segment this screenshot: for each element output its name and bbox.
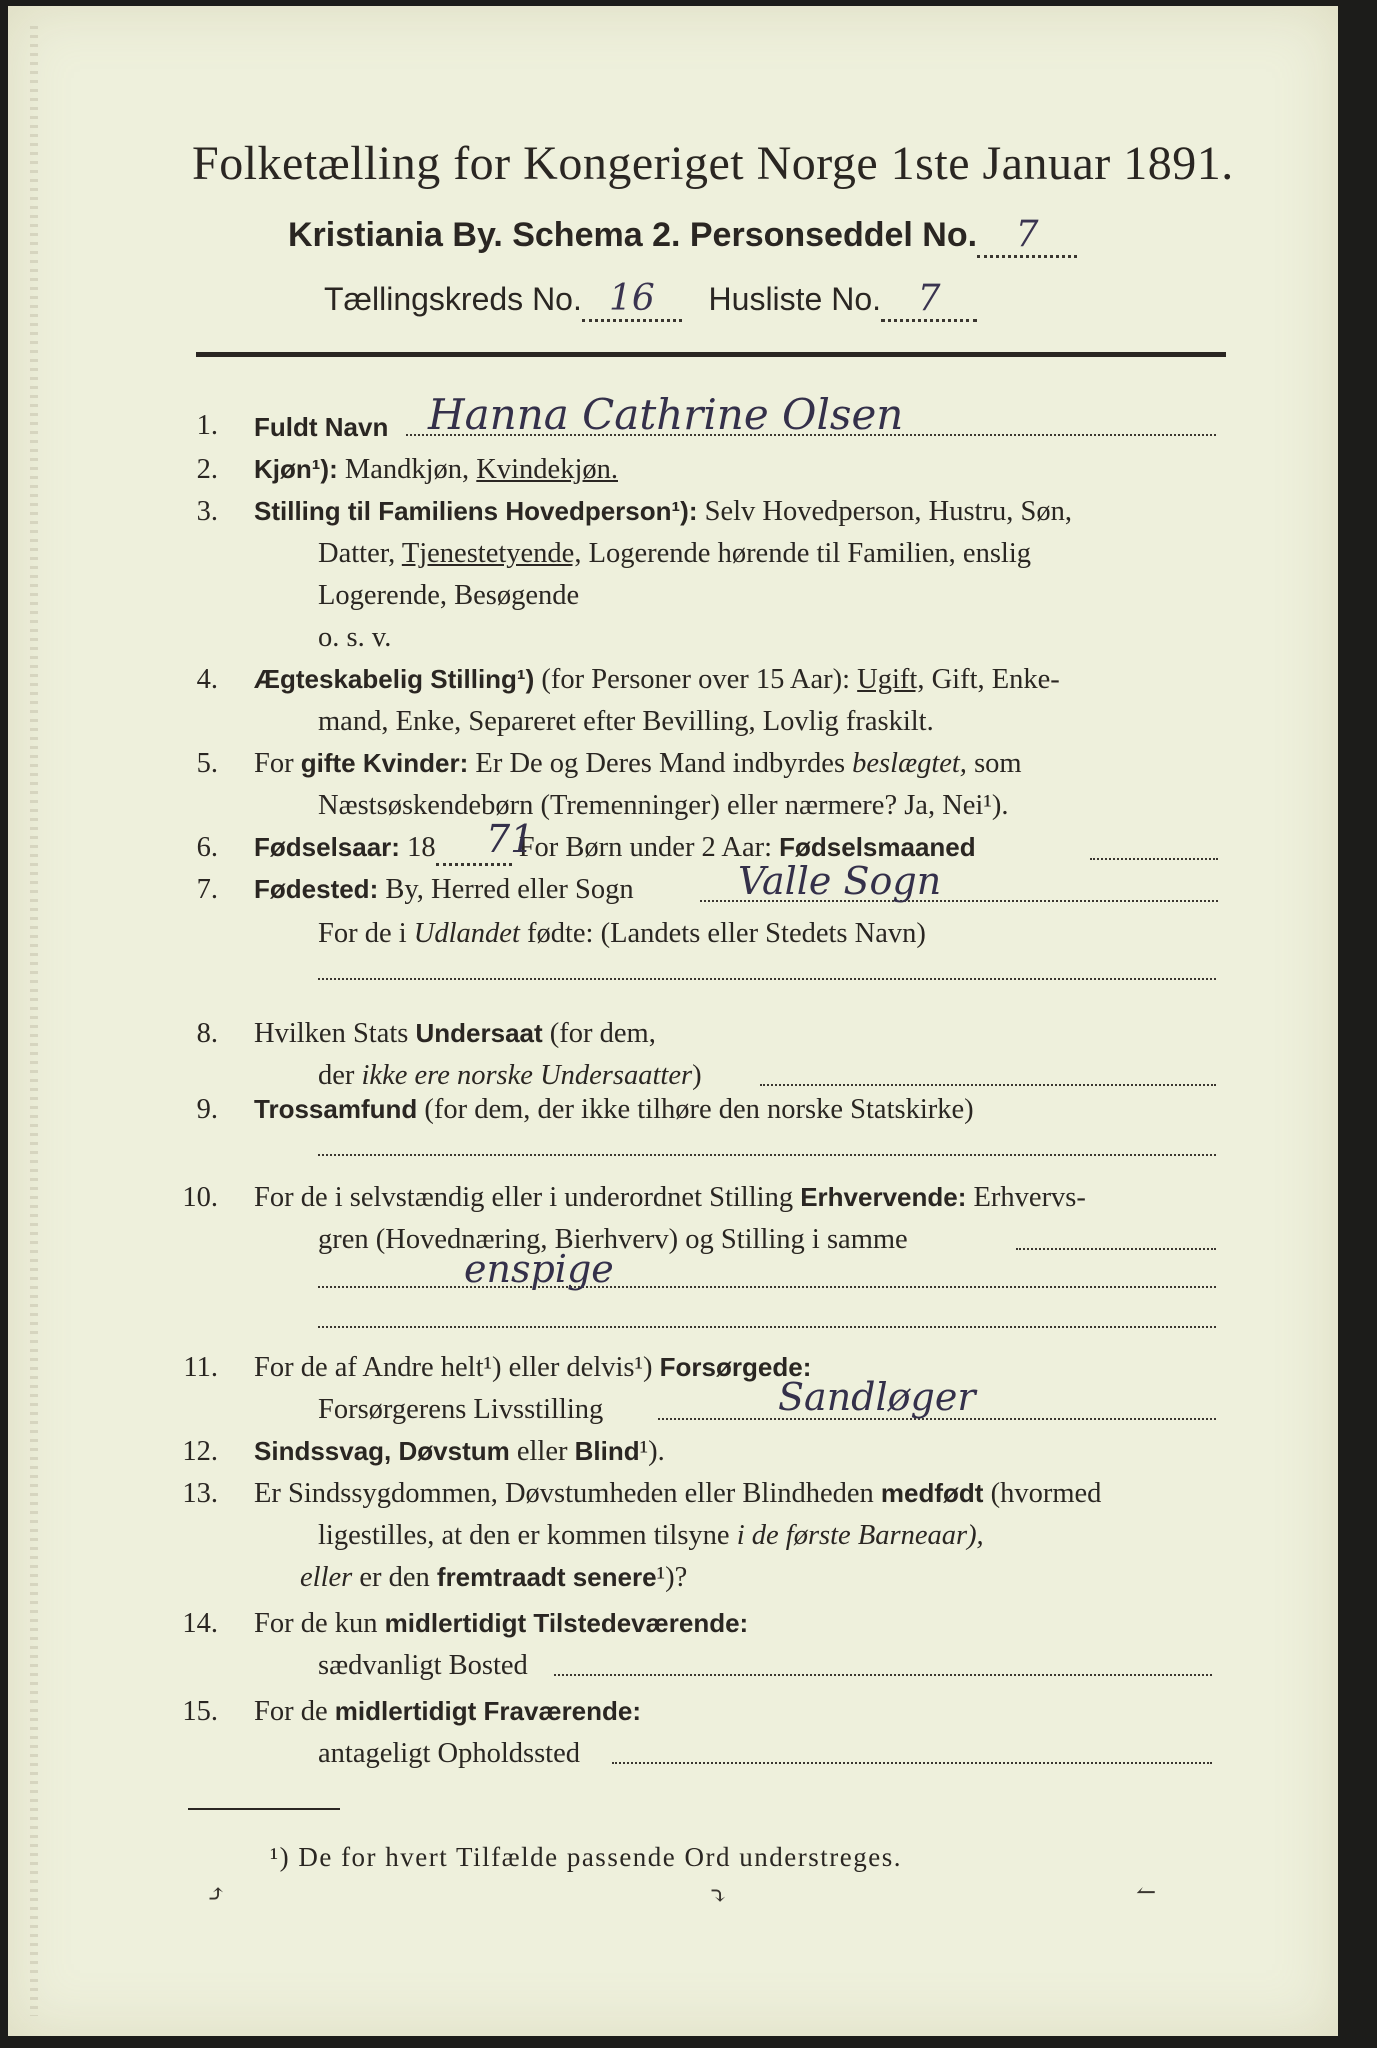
citizenship-line-1 [254,1020,656,1049]
disability-text-eller: eller [516,1436,568,1467]
occupation-line-1 [254,1184,1086,1213]
item-number: 4. [196,664,218,695]
temp-absent-line-1 [254,1698,641,1727]
item-number: 13. [182,1478,218,1509]
birthyear-prefix: 18 [407,832,436,863]
position-label: Stilling til Familiens Hovedperson¹): [254,496,698,526]
marital-label: Ægteskabelig Stilling¹) [254,664,535,694]
item-number: 3. [196,496,218,527]
kreds-line [324,278,977,322]
footnote-rule [188,1808,340,1810]
item-number: 6. [196,832,218,863]
congenital-line-2 [318,1522,984,1551]
religion-line [254,1096,974,1125]
sex-option-female[interactable]: Kvindekjøn. [476,454,618,485]
marital-option-ugift[interactable]: Ugift, [857,664,925,695]
kinship-label: gifte Kvinder: [300,748,469,778]
citizenship-field[interactable] [760,1084,1216,1086]
birthplace-line-2 [318,920,926,949]
item-number: 7. [196,874,218,905]
header-rule [196,352,1226,357]
birthyear-under2-text: For Børn under 2 Aar: [518,832,773,863]
position-line-4: o. s. v. [318,622,392,653]
birthmonth-field[interactable] [1090,858,1218,860]
marital-options-1[interactable]: Gift, Enke- [931,664,1060,695]
birthyear-value: 71 [486,817,535,861]
birthmonth-label: Fødselsmaaned [779,832,976,862]
position-line-2 [318,540,1031,569]
usual-residence-field[interactable] [554,1674,1212,1676]
form-title: Folketælling for Kongeriget Norge 1ste Januar 1891. [192,137,1234,190]
occupation-field-2[interactable] [318,1286,1216,1288]
item-number: 14. [182,1608,218,1639]
center-tick-mark: ⤵ [708,1884,729,1910]
congenital-line-1 [254,1480,1101,1509]
citizenship-line-2 [318,1062,702,1091]
citizenship-text-a: Hvilken Stats [254,1018,409,1049]
occupation-text-c: Erhvervs- [973,1182,1086,1213]
schema-prefix: Kristiania By. Schema 2. Personseddel No. [288,216,978,254]
congenital-label[interactable]: medfødt [880,1478,984,1508]
birthplace-text: By, Herred eller Sogn [385,874,634,905]
item-number: 8. [196,1018,218,1049]
temp-present-label: midlertidigt Tilstedeværende: [384,1608,749,1638]
birthplace-foreign-a: For de i [318,918,407,949]
position-options-1[interactable]: Selv Hovedperson, Hustru, Søn, [704,496,1072,527]
citizenship-text-c: (for dem, [549,1018,656,1049]
religion-text: (for dem, der ikke tilhøre den norske Statskirke) [424,1094,974,1125]
citizenship-text-paren: ) [692,1060,702,1091]
congenital-text-2b: i de første Barneaar), [736,1520,984,1551]
position-option-tjenestetyende[interactable]: Tjenestetyende, [401,538,582,569]
item-number: 15. [182,1696,218,1727]
temp-absent-text: For de [254,1696,328,1727]
congenital-line-3 [300,1564,687,1593]
kinship-text-c: Er De og Deres Mand indbyrdes [475,748,846,779]
footnote: ¹) De for hvert Tilfælde passende Ord understreges. [270,1842,902,1872]
personseddel-no-field[interactable] [977,214,1077,258]
temp-absent-label: midlertidigt Fraværende: [334,1696,642,1726]
support-line-1 [254,1354,811,1383]
item-number: 9. [196,1094,218,1125]
occupation-value: enspige [464,1247,614,1291]
name-value: Hanna Cathrine Olsen [428,390,904,439]
kinship-text-e: som [974,748,1022,779]
sex-option-male[interactable]: Mandkjøn, [344,454,470,485]
corner-tick-mark: ⤴ [206,1882,227,1908]
census-form-sheet [8,6,1338,2036]
religion-field[interactable] [318,1154,1216,1156]
husliste-no-value: 7 [917,278,941,319]
sex-line [254,456,618,485]
kinship-text-d: beslægtet, [852,748,967,779]
sex-label: Kjøn¹): [254,454,338,484]
congenital-text-c: (hvormed [990,1478,1102,1509]
item-number: 11. [183,1352,218,1383]
occupation-label: Erhvervende: [800,1182,967,1212]
item-number: 12. [182,1436,218,1467]
personseddel-no-value: 7 [1015,214,1039,255]
occupation-line-2: gren (Hovednæring, Bierhverv) og Stilling i samme [318,1224,908,1255]
item-number: 5. [196,748,218,779]
kinship-line-1 [254,750,1022,779]
kreds-no-field[interactable] [582,278,682,322]
congenital-text-2a: ligestilles, at den er kommen tilsyne [318,1520,730,1551]
congenital-label-later[interactable]: fremtraadt senere [436,1562,657,1592]
occupation-text-a: For de i selvstændig eller i underordnet Stilling [254,1182,794,1213]
husliste-no-field[interactable] [881,278,977,322]
birthplace-foreign-c: fødte: (Landets eller Stedets Navn) [527,918,926,949]
probable-residence-field[interactable] [612,1762,1212,1764]
position-options-2[interactable]: Logerende hørende til Familien, enslig [588,538,1032,569]
schema-line [288,214,1077,258]
marital-qualifier: (for Personer over 15 Aar): [541,664,851,695]
binding-edge [30,26,38,2016]
kinship-text-a: For [254,748,294,779]
marital-line-1 [254,666,1060,695]
temp-absent-line-2: antageligt Opholdssted [318,1738,580,1769]
support-line-2: Forsørgerens Livsstilling [318,1394,604,1425]
husliste-label: Husliste No. [708,281,882,317]
kreds-label: Tællingskreds No. [324,281,582,317]
position-line-3[interactable]: Logerende, Besøgende [318,580,580,611]
kinship-line-2[interactable]: Næstsøskendebørn (Tremenninger) eller nærmere? Ja, Nei¹). [318,790,1009,821]
congenital-text-3a: eller [300,1562,353,1593]
temp-present-text: For de kun [254,1608,378,1639]
birthplace-line-1 [254,876,634,905]
marital-line-2[interactable]: mand, Enke, Separeret efter Bevilling, Lovlig fraskilt. [318,706,934,737]
support-value: Sandløger [778,1375,976,1419]
disability-label-a[interactable]: Sindssvag, Døvstum [254,1436,510,1466]
name-label: Fuldt Navn [254,412,389,442]
religion-label: Trossamfund [254,1094,418,1124]
occupation-field-3[interactable] [318,1326,1216,1328]
disability-footnote-ref: ¹). [639,1436,665,1467]
disability-label-blind[interactable]: Blind [574,1436,640,1466]
support-text-a: For de af Andre helt¹) eller delvis¹) [254,1352,653,1383]
temp-present-line-1 [254,1610,748,1639]
position-option-datter[interactable]: Datter, [318,538,396,569]
disability-line [254,1438,665,1467]
position-line-1 [254,498,1072,527]
congenital-text-3b: er den [359,1562,430,1593]
kreds-no-value: 16 [608,278,655,319]
citizenship-text-der: der [318,1060,355,1091]
citizenship-label: Undersaat [415,1018,543,1048]
birthyear-label: Fødselsaar: [254,832,400,862]
item-number: 1. [196,410,218,441]
congenital-text-a: Er Sindssygdommen, Døvstumheden eller Blindheden [254,1478,874,1509]
temp-present-line-2: sædvanligt Bosted [318,1650,528,1681]
citizenship-text-italic: ikke ere norske Undersaatter [361,1060,693,1091]
item-number: 2. [196,454,218,485]
right-tick-mark: ↼ [1136,1880,1157,1906]
occupation-field-1[interactable] [1016,1248,1216,1250]
birthplace-value: Valle Sogn [738,859,942,903]
birthplace-label: Fødested: [254,874,379,904]
congenital-text-3d: ¹)? [656,1562,688,1593]
birthplace-foreign-b: Udlandet [413,918,520,949]
support-label: Forsørgede: [659,1352,812,1382]
item-number: 10. [182,1182,218,1213]
foreign-birthplace-field[interactable] [318,978,1216,980]
